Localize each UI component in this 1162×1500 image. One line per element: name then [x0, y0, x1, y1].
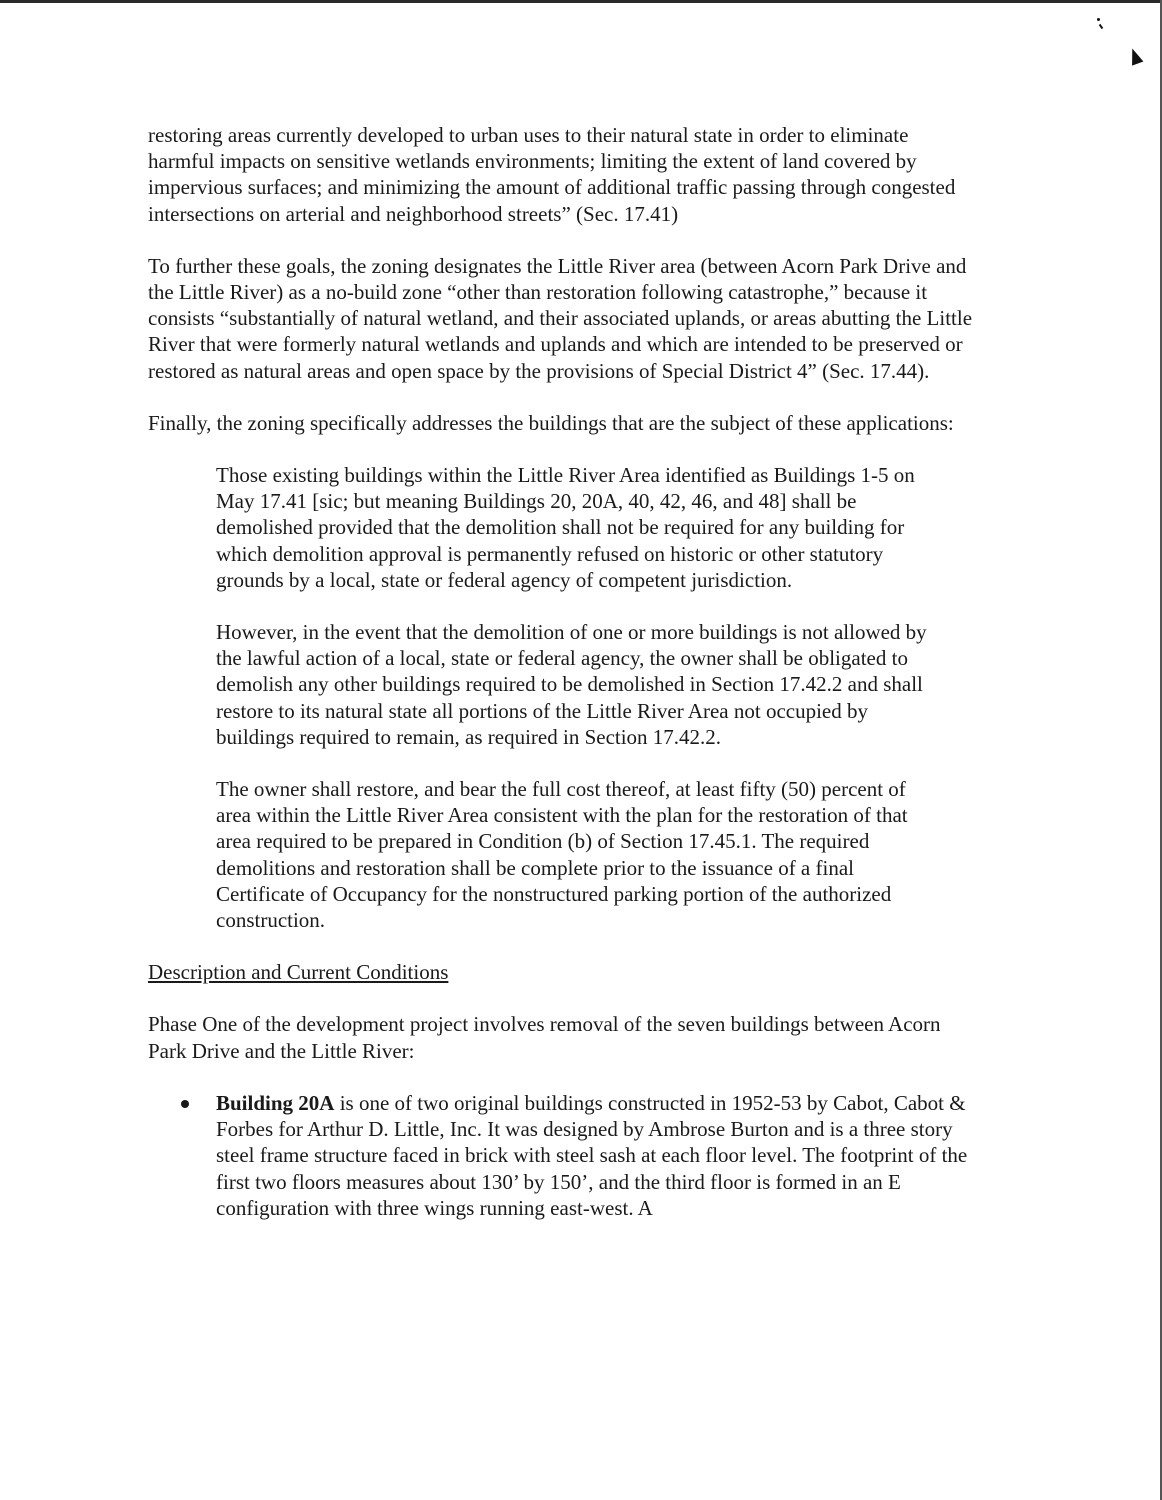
list-item	[148, 1090, 976, 1221]
document-page	[148, 122, 976, 1221]
quote-paragraph-exception: However, in the event that the demolition of one or more buildings is not allowed by the lawful action of a local, state or federal agency, the owner shall be obligated to demolish any other buildings required to be demolished in Section 17.42.2 and shall restore to its natural state all portions of the Little River Area not occupied by buildings required to remain, as required in Section 17.42.2.	[216, 620, 927, 749]
bullet-icon	[181, 1100, 189, 1108]
section-heading: Description and Current Conditions	[148, 960, 449, 985]
paragraph-phase-one: Phase One of the development project involves removal of the seven buildings between Acorn Park Drive and the Little River:	[148, 1012, 941, 1063]
block-quote	[216, 462, 944, 933]
quote-paragraph-restoration: The owner shall restore, and bear the full cost thereof, at least fifty (50) percent of area within the Little River Area consistent with the plan for the restoration of that area required to be prepared in Condition (b) of Section 17.45.1. The required demolitions and restoration shall be complete prior to the issuance of a final Certificate of Occupancy for the nonstructured parking portion of the authorized construction.	[216, 777, 908, 933]
scan-speck	[1097, 18, 1100, 21]
quote-paragraph-demolition: Those existing buildings within the Little River Area identified as Buildings 1-5 on May 17.41 [sic; but meaning Buildings 20, 20A, 40, 42, 46, and 48] shall be demolished provided that the demolition shall not be required for any building for which demolition approval is permanently refused on historic or other statutory grounds by a local, state or federal agency of competent jurisdiction.	[216, 463, 915, 592]
paragraph-goals: restoring areas currently developed to urban uses to their natural state in order to eliminate harmful impacts on sensitive wetlands environments; limiting the extent of land covered by impervious surfaces; and minimizing the amount of additional traffic passing through congested intersections on arterial and neighborhood streets” (Sec. 17.41)	[148, 123, 956, 226]
building-list	[148, 1090, 976, 1221]
scan-speck	[1127, 46, 1144, 65]
paragraph-no-build-zone: To further these goals, the zoning designates the Little River area (between Acorn Park Drive and the Little River) as a no-build zone “other than restoration following catastrophe,” because it consists “substantially of natural wetland, and their associated uplands, or areas abutting the Little River that were formerly natural wetlands and uplands and which are intended to be preserved or restored as natural areas and open space by the provisions of Special District 4” (Sec. 17.44).	[148, 253, 973, 383]
paragraph-buildings-intro: Finally, the zoning specifically addresses the buildings that are the subject of these applications:	[148, 410, 954, 435]
scan-speck	[1099, 24, 1104, 29]
scan-edge-top	[0, 0, 1162, 3]
building-name: Building 20A	[216, 1090, 335, 1115]
building-description: is one of two original buildings constructed in 1952-53 by Cabot, Cabot & Forbes for Arthur D. Little, Inc. It was designed by Ambrose Burton and is a three story steel frame structure faced in brick with steel sash at each floor level. The footprint of the first two floors measures about 130’ by 150’, and the third floor is formed in an E configuration with three wings running east-west. A	[216, 1090, 968, 1220]
